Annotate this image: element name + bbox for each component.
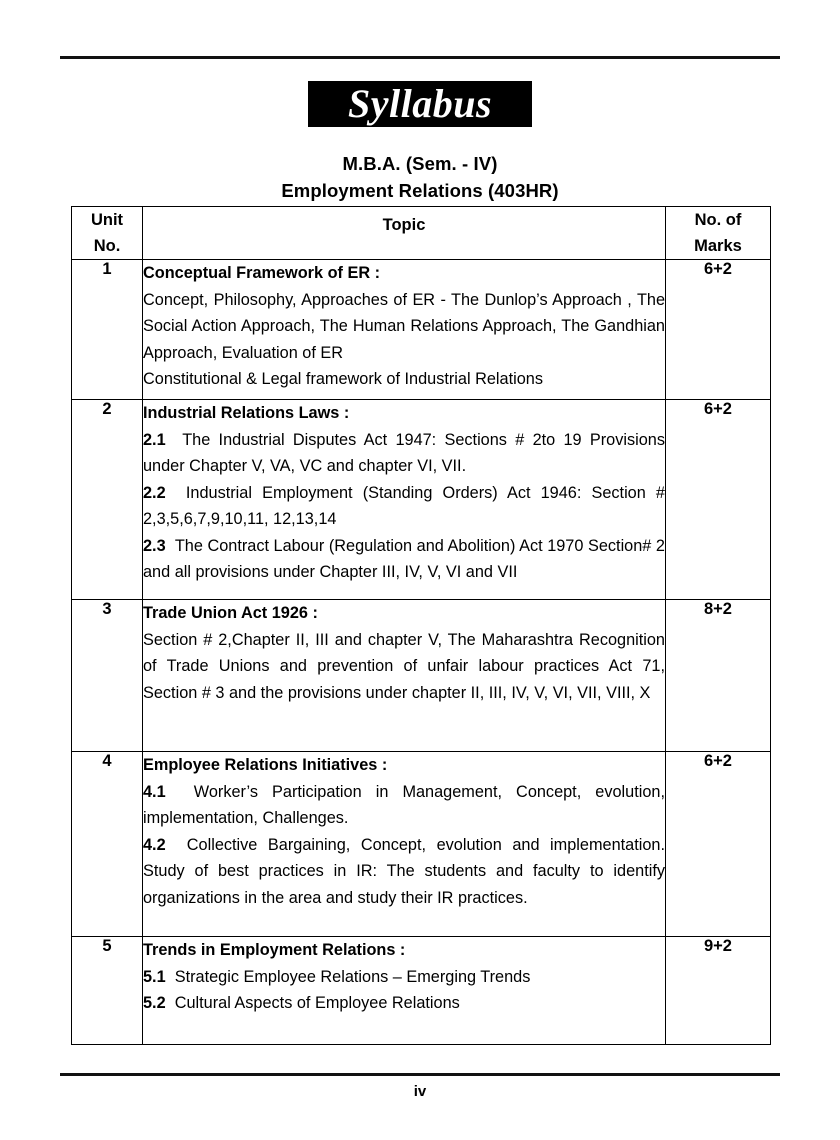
subitem-number: 2.2 xyxy=(143,483,166,502)
unit-topic xyxy=(143,400,666,600)
unit-subitem xyxy=(143,779,665,832)
unit-title: Conceptual Framework of ER : xyxy=(143,264,381,282)
unit-topic xyxy=(143,260,666,400)
header-rule xyxy=(60,56,780,59)
unit-body-line: Constitutional & Legal framework of Industrial Relations xyxy=(143,370,543,388)
table-header-row xyxy=(72,207,771,260)
program-line: M.B.A. (Sem. - IV) xyxy=(342,153,498,174)
column-header-topic: Topic xyxy=(143,207,666,260)
unit-number: 2 xyxy=(72,400,143,600)
unit-body-line: Section # 2,Chapter II, III and chapter V, The Maharashtra Recognition of Trade Unions and prevention of unfair labour practices Act 71, Section # 3 and the provisions under chapter II, III, IV, V, VI, VII, VIII, X xyxy=(143,630,665,702)
unit-topic xyxy=(143,752,666,937)
subitem-text: Strategic Employee Relations – Emerging Trends xyxy=(174,967,531,986)
subitem-text: Cultural Aspects of Employee Relations xyxy=(174,994,460,1012)
subitem-number: 5.1 xyxy=(143,967,166,986)
subitem-text: Worker’s Participation in Management, Concept, evolution, implementation, Challenges. xyxy=(143,782,665,827)
subitem-number: 4.2 xyxy=(143,835,166,854)
unit-marks: 9+2 xyxy=(666,937,771,1045)
unit-subitem xyxy=(143,964,665,991)
table-row xyxy=(72,600,771,752)
unit-subitem xyxy=(143,990,665,1017)
unit-topic xyxy=(143,600,666,752)
subitem-text: The Industrial Disputes Act 1947: Sections # 2to 19 Provisions under Chapter V, VA, VC and chapter VI, VII. xyxy=(143,430,665,475)
unit-marks: 8+2 xyxy=(666,600,771,752)
column-header-unit-line2: No. xyxy=(93,237,121,255)
unit-subitem xyxy=(143,533,665,586)
unit-number: 4 xyxy=(72,752,143,937)
table-row xyxy=(72,260,771,400)
unit-number: 5 xyxy=(72,937,143,1045)
subitem-text: Collective Bargaining, Concept, evolution and implementation. Study of best practices in IR: The students and faculty to identify organizations in the area and study their IR practices. xyxy=(143,835,665,907)
syllabus-banner-title: Syllabus xyxy=(308,81,532,127)
page-number: iv xyxy=(413,1083,427,1100)
unit-subitem xyxy=(143,480,665,533)
unit-body-line: Concept, Philosophy, Approaches of ER - The Dunlop’s Approach , The Social Action Approach, The Human Relations Approach, The Gandhian Approach, Evaluation of ER xyxy=(143,290,665,362)
table-row xyxy=(72,400,771,600)
subitem-text: The Contract Labour (Regulation and Abolition) Act 1970 Section# 2 and all provisions under Chapter III, IV, V, VI and VII xyxy=(143,536,665,581)
subitem-number: 5.2 xyxy=(143,994,166,1012)
unit-number: 3 xyxy=(72,600,143,752)
column-header-marks-line1: No. of xyxy=(694,211,742,229)
column-header-marks-line2: Marks xyxy=(694,237,742,255)
column-header-unit-no xyxy=(72,207,143,260)
subitem-number: 2.1 xyxy=(143,430,166,449)
unit-title: Trends in Employment Relations : xyxy=(143,941,406,959)
unit-subitem xyxy=(143,427,665,480)
banner-container xyxy=(0,81,840,127)
table-row xyxy=(72,752,771,937)
unit-marks: 6+2 xyxy=(666,400,771,600)
column-header-unit-line1: Unit xyxy=(90,211,124,229)
footer-rule xyxy=(60,1073,780,1076)
unit-title: Employee Relations Initiatives : xyxy=(143,756,388,774)
course-line: Employment Relations (403HR) xyxy=(281,180,559,201)
unit-title: Trade Union Act 1926 : xyxy=(143,604,318,622)
unit-topic xyxy=(143,937,666,1045)
column-header-marks xyxy=(666,207,771,260)
table-row xyxy=(72,937,771,1045)
subitem-number: 4.1 xyxy=(143,782,166,801)
unit-marks: 6+2 xyxy=(666,260,771,400)
unit-marks: 6+2 xyxy=(666,752,771,937)
subitem-number: 2.3 xyxy=(143,536,166,555)
unit-number: 1 xyxy=(72,260,143,400)
subitem-text: Industrial Employment (Standing Orders) Act 1946: Section # 2,3,5,6,7,9,10,11, 12,13,14 xyxy=(143,483,665,528)
unit-title: Industrial Relations Laws : xyxy=(143,404,350,422)
unit-subitem xyxy=(143,832,665,912)
syllabus-table xyxy=(71,206,771,1045)
